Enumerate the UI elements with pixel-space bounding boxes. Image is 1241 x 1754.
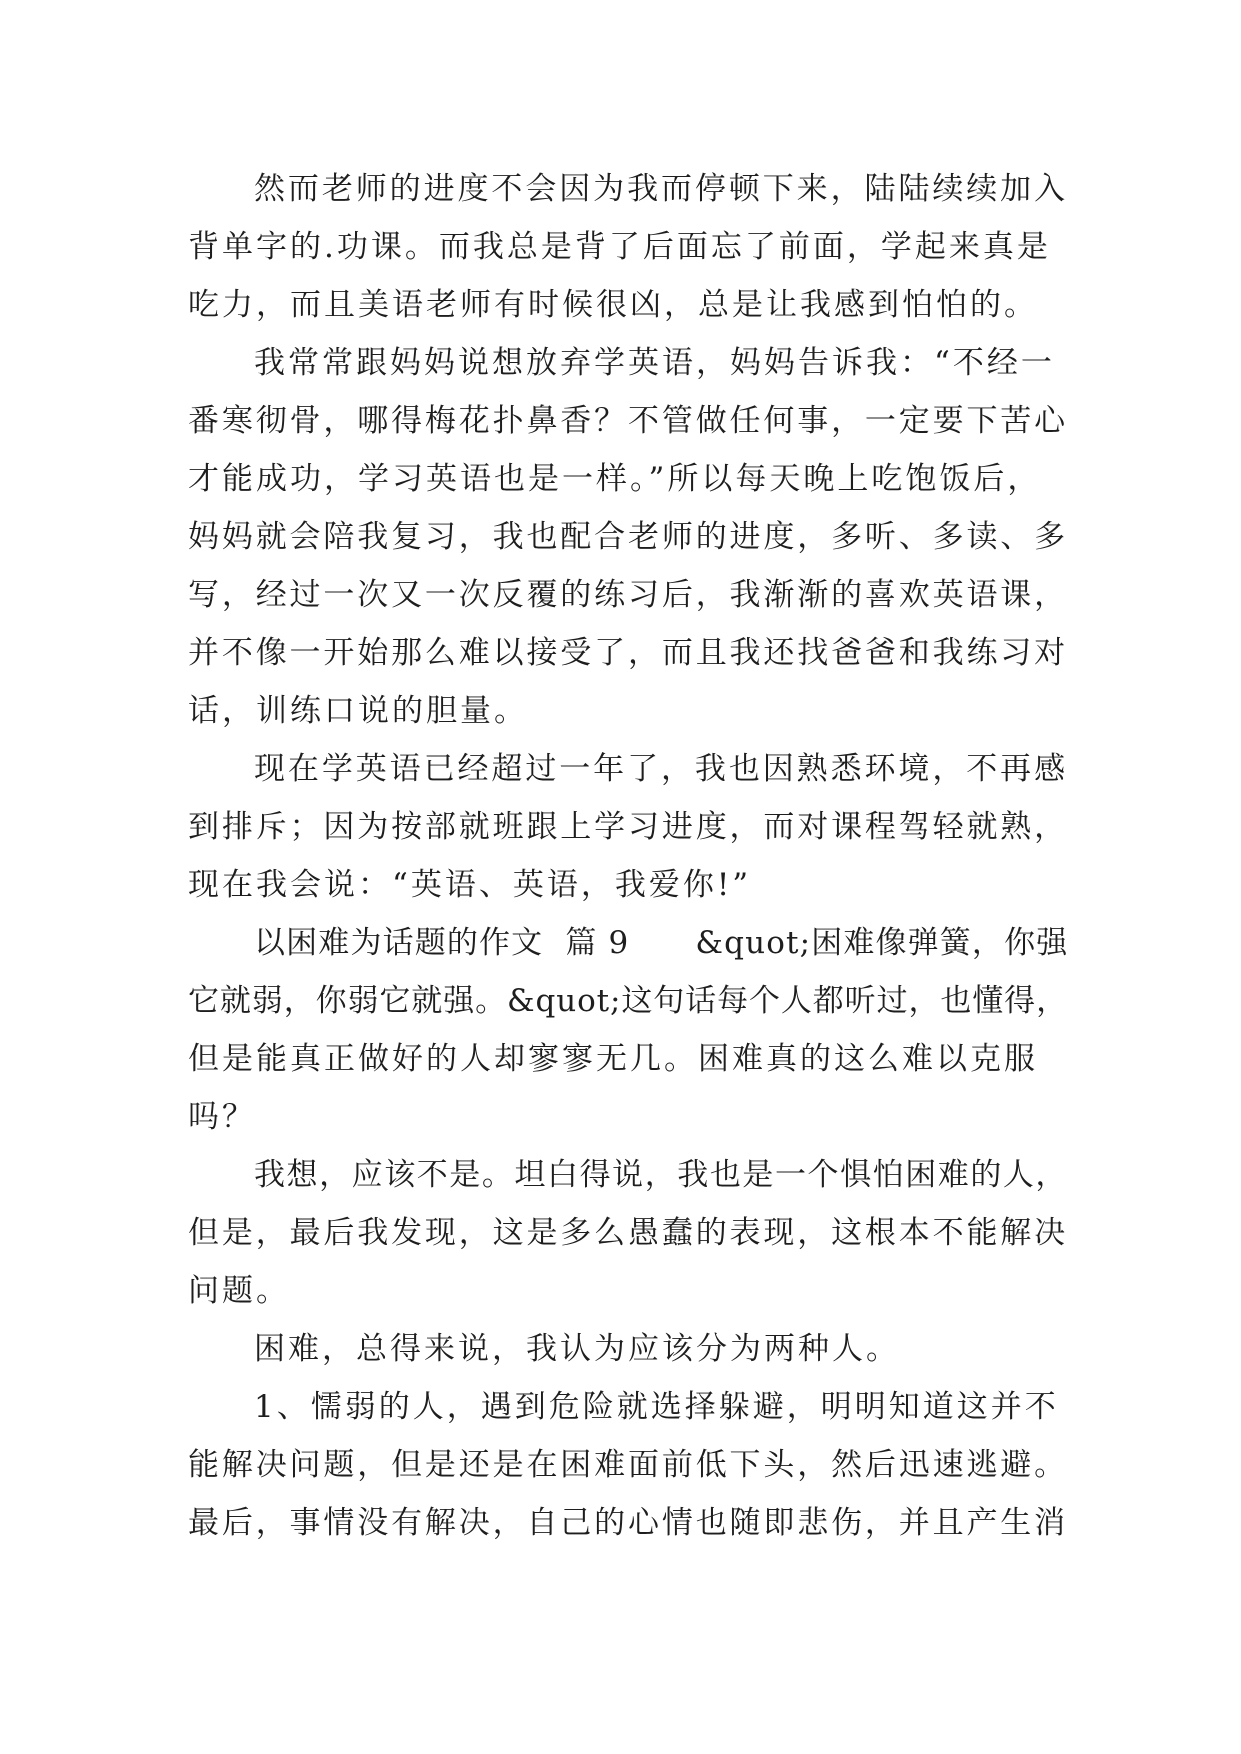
text-line: 吗？	[188, 1099, 256, 1135]
text-line: 问题。	[188, 1273, 290, 1309]
text-line: 背单字的.功课。而我总是背了后面忘了前面，学起来真是	[188, 229, 1051, 265]
text-line: 吃力，而且美语老师有时候很凶，总是让我感到怕怕的。	[188, 287, 1038, 323]
text-line: 到排斥；因为按部就班跟上学习进度，而对课程驾轻就熟，	[188, 809, 1068, 845]
text-line: 并不像一开始那么难以接受了，而且我还找爸爸和我练习对	[188, 635, 1068, 671]
text-line: 我想，应该不是。坦白得说，我也是一个惧怕困难的人，	[254, 1157, 1068, 1193]
text-line: 以困难为话题的作文 篇 9 &quot;困难像弹簧，你强	[254, 925, 1069, 961]
text-line: 1、懦弱的人，遇到危险就选择躲避，明明知道这并不	[254, 1389, 1059, 1425]
text-line: 但是，最后我发现，这是多么愚蠢的表现，这根本不能解决	[188, 1215, 1068, 1251]
text-line: 困难，总得来说，我认为应该分为两种人。	[254, 1331, 900, 1367]
text-line: 我常常跟妈妈说想放弃学英语，妈妈告诉我：“不经一	[254, 345, 1055, 381]
text-line: 然而老师的进度不会因为我而停顿下来，陆陆续续加入	[254, 171, 1068, 207]
text-line: 才能成功，学习英语也是一样。”所以每天晚上吃饱饭后，	[188, 461, 1042, 497]
text-line: 现在学英语已经超过一年了，我也因熟悉环境，不再感	[254, 751, 1068, 787]
text-line: 话，训练口说的胆量。	[188, 693, 528, 729]
text-line: 写，经过一次又一次反覆的练习后，我渐渐的喜欢英语课，	[188, 577, 1068, 613]
text-line: 能解决问题，但是还是在困难面前低下头，然后迅速逃避。	[188, 1447, 1068, 1483]
text-line: 但是能真正做好的人却寥寥无几。困难真的这么难以克服	[188, 1041, 1038, 1077]
text-line: 妈妈就会陪我复习，我也配合老师的进度，多听、多读、多	[188, 519, 1068, 555]
text-line: 现在我会说：“英语、英语，我爱你!”	[188, 867, 752, 903]
text-line: 它就弱，你弱它就强。&quot;这句话每个人都听过，也懂得，	[188, 983, 1068, 1019]
document-page	[188, 160, 1068, 1552]
text-line: 最后，事情没有解决，自己的心情也随即悲伤，并且产生消	[188, 1505, 1068, 1541]
text-line: 番寒彻骨，哪得梅花扑鼻香？不管做任何事，一定要下苦心	[188, 403, 1068, 439]
